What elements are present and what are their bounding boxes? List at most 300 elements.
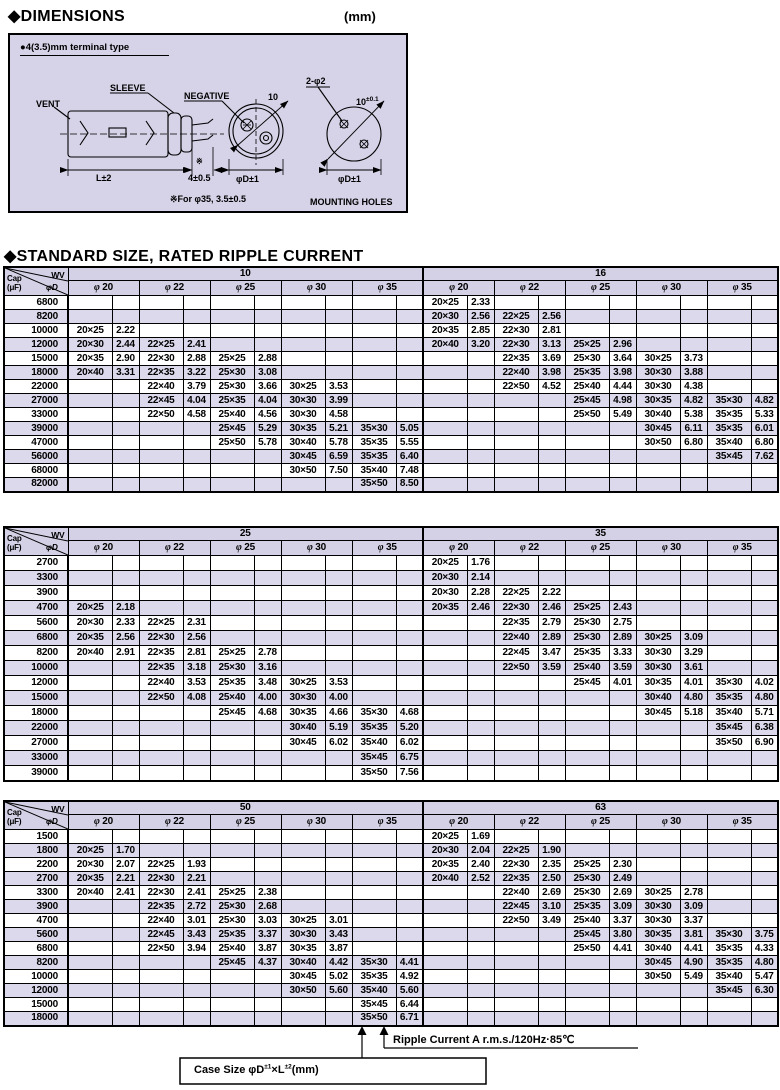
case-size-cell: [565, 422, 609, 436]
capacitance-cell: 27000: [4, 394, 68, 408]
diameter-header: φ 25: [565, 541, 636, 556]
case-size-cell: [68, 450, 112, 464]
ripple-current-cell: [396, 310, 423, 324]
table-row: [4, 436, 778, 450]
diameter-header: φ 22: [494, 281, 565, 296]
case-size-cell: [210, 338, 254, 352]
ripple-current-cell: [325, 830, 352, 844]
case-size-cell: 25×40: [210, 942, 254, 956]
ripple-current-cell: 4.58: [183, 408, 210, 422]
ripple-current-cell: [680, 616, 707, 631]
ripple-current-cell: [538, 556, 565, 571]
ripple-current-cell: [751, 616, 778, 631]
ripple-current-cell: [609, 586, 636, 601]
ripple-current-cell: [396, 872, 423, 886]
diameter-header: φ 22: [139, 815, 210, 830]
case-size-cell: [707, 751, 751, 766]
ripple-current-cell: 5.21: [325, 422, 352, 436]
case-size-cell: [281, 601, 325, 616]
case-size-cell: 30×50: [636, 970, 680, 984]
ripple-current-cell: [325, 872, 352, 886]
case-size-cell: [636, 844, 680, 858]
ripple-current-cell: 8.50: [396, 478, 423, 492]
case-size-cell: 35×50: [352, 766, 396, 781]
case-size-cell: [636, 858, 680, 872]
ripple-current-cell: [609, 706, 636, 721]
ripple-current-cell: 2.33: [112, 616, 139, 631]
case-size-cell: 35×40: [707, 970, 751, 984]
case-size-cell: [423, 464, 467, 478]
ripple-current-cell: [325, 296, 352, 310]
table-row: [4, 721, 778, 736]
ripple-current-cell: [467, 646, 494, 661]
ripple-current-cell: 6.90: [751, 736, 778, 751]
wv-corner-label: WV: [51, 804, 65, 814]
ripple-current-cell: [396, 408, 423, 422]
case-size-cell: 22×30: [494, 324, 538, 338]
case-size-cell: [494, 751, 538, 766]
case-size-cell: [636, 324, 680, 338]
ripple-current-cell: [538, 970, 565, 984]
case-size-cell: 35×40: [707, 436, 751, 450]
case-size-cell: [707, 872, 751, 886]
case-size-cell: [139, 296, 183, 310]
diameter-header: φ 30: [636, 815, 707, 830]
case-size-cell: 22×35: [494, 872, 538, 886]
case-size-cell: [139, 984, 183, 998]
table-row: [4, 751, 778, 766]
case-size-cell: 25×40: [565, 380, 609, 394]
ripple-current-cell: [325, 858, 352, 872]
case-size-cell: [281, 310, 325, 324]
capacitance-cell: 8200: [4, 956, 68, 970]
ripple-current-cell: [325, 338, 352, 352]
case-size-cell: [68, 766, 112, 781]
ripple-current-cell: [254, 751, 281, 766]
case-size-cell: 35×40: [352, 984, 396, 998]
case-size-cell: 22×25: [139, 338, 183, 352]
ripple-current-cell: [680, 556, 707, 571]
case-size-cell: 25×45: [210, 422, 254, 436]
case-size-cell: [281, 366, 325, 380]
case-size-cell: [494, 296, 538, 310]
case-size-cell: 22×30: [139, 631, 183, 646]
case-size-cell: 35×40: [352, 736, 396, 751]
ripple-current-cell: 2.07: [112, 858, 139, 872]
ripple-current-cell: [325, 352, 352, 366]
case-size-cell: [565, 970, 609, 984]
ripple-current-cell: [396, 352, 423, 366]
ripple-current-cell: 5.05: [396, 422, 423, 436]
case-size-cell: [352, 394, 396, 408]
case-size-cell: 30×50: [281, 984, 325, 998]
case-size-cell: [565, 830, 609, 844]
diameter-header: φ 35: [352, 281, 423, 296]
case-size-cell: [423, 970, 467, 984]
case-size-cell: [494, 422, 538, 436]
case-size-cell: 30×30: [281, 394, 325, 408]
voltage-header: 50: [68, 801, 423, 815]
ripple-current-cell: 6.01: [751, 422, 778, 436]
case-size-cell: [68, 586, 112, 601]
ripple-current-cell: [467, 408, 494, 422]
ripple-current-cell: [609, 984, 636, 998]
case-size-cell: [494, 394, 538, 408]
ripple-current-cell: 2.75: [609, 616, 636, 631]
case-size-cell: [423, 676, 467, 691]
case-size-cell: 30×25: [636, 886, 680, 900]
ripple-current-cell: [609, 691, 636, 706]
ripple-current-cell: [112, 661, 139, 676]
case-size-cell: [210, 601, 254, 616]
case-size-cell: [423, 721, 467, 736]
case-size-cell: [565, 310, 609, 324]
ripple-current-cell: 6.80: [680, 436, 707, 450]
ripple-current-cell: [538, 984, 565, 998]
capacitance-cell: 12000: [4, 338, 68, 352]
case-size-cell: [68, 1012, 112, 1026]
capacitance-cell: 2200: [4, 858, 68, 872]
case-size-cell: 30×45: [281, 736, 325, 751]
ripple-current-cell: [538, 450, 565, 464]
table-row: [4, 450, 778, 464]
ripple-current-cell: [538, 422, 565, 436]
ripple-current-cell: 2.41: [183, 338, 210, 352]
ripple-current-cell: [751, 571, 778, 586]
case-size-cell: 22×30: [139, 886, 183, 900]
dimensions-title: ◆DIMENSIONS: [8, 8, 125, 25]
ripple-current-cell: [325, 586, 352, 601]
dimensions-panel: [8, 33, 408, 213]
table-row: [4, 942, 778, 956]
case-size-cell: [68, 661, 112, 676]
ripple-current-cell: [467, 998, 494, 1012]
case-size-cell: 30×35: [281, 422, 325, 436]
case-size-cell: 20×30: [423, 571, 467, 586]
case-size-cell: 20×40: [68, 646, 112, 661]
case-size-cell: 22×50: [494, 380, 538, 394]
ripple-current-cell: [751, 886, 778, 900]
ripple-current-cell: [751, 586, 778, 601]
case-size-cell: [707, 601, 751, 616]
ripple-current-cell: 3.81: [680, 928, 707, 942]
holes-diameter-dimension: φD±1: [338, 174, 361, 184]
case-size-cell: [423, 691, 467, 706]
case-size-cell: [352, 601, 396, 616]
table-row: [4, 394, 778, 408]
ripple-current-cell: 2.52: [467, 872, 494, 886]
ripple-current-cell: [112, 310, 139, 324]
ripple-current-cell: [396, 928, 423, 942]
ripple-current-cell: [538, 956, 565, 970]
case-size-cell: [281, 352, 325, 366]
case-size-cell: [423, 766, 467, 781]
ripple-current-cell: 3.37: [680, 914, 707, 928]
ripple-current-cell: 3.59: [609, 661, 636, 676]
case-size-cell: 22×30: [494, 858, 538, 872]
ripple-current-cell: [254, 571, 281, 586]
case-size-cell: [423, 380, 467, 394]
ripple-current-cell: [325, 998, 352, 1012]
case-size-cell: [494, 436, 538, 450]
ripple-current-cell: [396, 324, 423, 338]
ripple-current-cell: [396, 394, 423, 408]
ripple-current-cell: 3.94: [183, 942, 210, 956]
case-size-cell: 22×40: [139, 380, 183, 394]
ripple-current-cell: [609, 721, 636, 736]
ripple-current-cell: [538, 436, 565, 450]
ripple-current-cell: [183, 956, 210, 970]
case-size-cell: [423, 984, 467, 998]
ripple-current-cell: 2.22: [538, 586, 565, 601]
case-size-cell: [352, 646, 396, 661]
ripple-current-cell: [183, 736, 210, 751]
ripple-current-cell: [112, 556, 139, 571]
case-size-cell: [210, 450, 254, 464]
ripple-current-cell: [183, 601, 210, 616]
ripple-current-cell: [254, 984, 281, 998]
case-size-cell: [494, 408, 538, 422]
case-size-cell: [139, 970, 183, 984]
ripple-current-cell: [112, 830, 139, 844]
ripple-current-cell: [254, 296, 281, 310]
case-size-cell: 30×40: [281, 956, 325, 970]
case-size-cell: 35×30: [707, 676, 751, 691]
ripple-current-table: [3, 266, 779, 493]
case-size-cell: [707, 556, 751, 571]
case-size-cell: 22×35: [494, 616, 538, 631]
case-size-cell: 22×35: [139, 366, 183, 380]
diameter-header: φ 25: [210, 815, 281, 830]
ripple-current-cell: 2.68: [254, 900, 281, 914]
case-size-cell: 22×50: [139, 691, 183, 706]
diameter-header: φ 25: [565, 815, 636, 830]
ripple-current-cell: 5.18: [680, 706, 707, 721]
ripple-current-cell: [467, 721, 494, 736]
ripple-current-cell: 2.38: [254, 886, 281, 900]
case-size-cell: [707, 646, 751, 661]
ripple-current-cell: [680, 478, 707, 492]
table-row: [4, 310, 778, 324]
ripple-current-cell: 5.38: [680, 408, 707, 422]
diameter-header: φ 30: [636, 281, 707, 296]
case-size-cell: [281, 900, 325, 914]
ripple-current-cell: 2.56: [538, 310, 565, 324]
case-size-cell: 22×45: [494, 900, 538, 914]
ripple-current-cell: [183, 310, 210, 324]
ripple-current-cell: 7.48: [396, 464, 423, 478]
case-size-cell: [68, 914, 112, 928]
case-size-cell: [210, 631, 254, 646]
case-size-cell: [423, 900, 467, 914]
case-size-cell: [139, 450, 183, 464]
wv-corner-label: WV: [51, 270, 65, 280]
case-size-cell: [352, 631, 396, 646]
case-size-cell: [210, 721, 254, 736]
table-row: [4, 676, 778, 691]
case-size-cell: [423, 408, 467, 422]
ripple-current-cell: 3.01: [325, 914, 352, 928]
case-size-cell: 25×35: [565, 900, 609, 914]
standard-size-title: ◆STANDARD SIZE, RATED RIPPLE CURRENT: [4, 248, 364, 265]
case-size-cell: [565, 556, 609, 571]
case-size-cell: [494, 691, 538, 706]
ripple-current-cell: 4.82: [680, 394, 707, 408]
ripple-current-cell: [751, 478, 778, 492]
ripple-current-cell: [183, 450, 210, 464]
case-size-cell: 30×35: [281, 706, 325, 721]
case-size-cell: 30×25: [636, 631, 680, 646]
ripple-current-cell: [609, 956, 636, 970]
capacitance-cell: 6800: [4, 942, 68, 956]
case-size-cell: [139, 556, 183, 571]
ripple-current-cell: 3.31: [112, 366, 139, 380]
case-size-cell: 25×45: [565, 394, 609, 408]
case-size-cell: 25×35: [210, 928, 254, 942]
ripple-current-cell: [751, 352, 778, 366]
ripple-current-cell: [609, 464, 636, 478]
ripple-current-cell: [112, 296, 139, 310]
ripple-current-cell: [467, 914, 494, 928]
case-size-cell: 22×35: [139, 646, 183, 661]
case-size-cell: 25×45: [565, 928, 609, 942]
ripple-current-cell: [254, 338, 281, 352]
case-size-cell: [494, 464, 538, 478]
ripple-current-cell: [112, 450, 139, 464]
case-size-cell: [68, 998, 112, 1012]
ripple-current-cell: 3.48: [254, 676, 281, 691]
case-size-cell: [707, 858, 751, 872]
case-size-cell: [352, 886, 396, 900]
case-size-cell: 30×30: [636, 914, 680, 928]
ripple-current-cell: [112, 676, 139, 691]
ripple-current-cell: [396, 844, 423, 858]
table-row: [4, 1012, 778, 1026]
ripple-current-cell: [467, 436, 494, 450]
ripple-current-cell: [609, 736, 636, 751]
ripple-current-cell: [112, 900, 139, 914]
ripple-current-cell: [396, 830, 423, 844]
ripple-current-cell: [467, 464, 494, 478]
ripple-current-cell: [538, 706, 565, 721]
case-size-cell: [707, 914, 751, 928]
ripple-current-cell: [183, 998, 210, 1012]
case-size-cell: [352, 830, 396, 844]
ripple-current-cell: [396, 586, 423, 601]
case-size-cell: [352, 872, 396, 886]
case-size-cell: [68, 900, 112, 914]
ripple-current-cell: [396, 914, 423, 928]
case-size-cell: [494, 721, 538, 736]
case-size-cell: [707, 661, 751, 676]
ripple-current-cell: [751, 310, 778, 324]
case-size-cell: 22×40: [139, 914, 183, 928]
case-size-cell: [636, 310, 680, 324]
case-size-cell: [68, 956, 112, 970]
case-size-cell: [281, 646, 325, 661]
case-size-cell: 30×25: [281, 676, 325, 691]
ripple-current-cell: [538, 766, 565, 781]
ripple-current-cell: [183, 984, 210, 998]
case-size-cell: 35×40: [707, 706, 751, 721]
legend-callouts: [170, 1026, 660, 1088]
case-size-cell: 25×45: [210, 956, 254, 970]
ripple-current-cell: 5.60: [396, 984, 423, 998]
case-size-cell: 25×50: [565, 942, 609, 956]
case-size-cell: [423, 616, 467, 631]
case-size-cell: 35×35: [707, 942, 751, 956]
case-size-cell: [210, 1012, 254, 1026]
ripple-current-cell: 4.82: [751, 394, 778, 408]
ripple-current-cell: [751, 631, 778, 646]
case-size-cell: 20×30: [68, 338, 112, 352]
case-size-cell: [494, 676, 538, 691]
case-size-cell: 25×45: [210, 706, 254, 721]
holes-count-label: 2-φ2: [306, 76, 326, 86]
ripple-current-cell: [112, 751, 139, 766]
ripple-current-cell: [396, 858, 423, 872]
ripple-current-cell: 4.58: [325, 408, 352, 422]
capacitance-cell: 18000: [4, 366, 68, 380]
ripple-current-cell: [467, 661, 494, 676]
case-size-cell: [423, 914, 467, 928]
ripple-current-cell: 6.75: [396, 751, 423, 766]
ripple-current-cell: 4.37: [254, 956, 281, 970]
ripple-current-cell: [183, 436, 210, 450]
case-size-cell: [352, 858, 396, 872]
case-size-cell: 25×30: [210, 366, 254, 380]
ripple-current-cell: [467, 736, 494, 751]
ripple-current-cell: 3.43: [183, 928, 210, 942]
ripple-current-cell: 3.37: [254, 928, 281, 942]
ripple-current-cell: 5.02: [325, 970, 352, 984]
ripple-current-cell: 2.85: [467, 324, 494, 338]
ripple-current-cell: 2.40: [467, 858, 494, 872]
capacitance-cell: 82000: [4, 478, 68, 492]
ripple-current-cell: [325, 310, 352, 324]
table-row: [4, 352, 778, 366]
ripple-current-cell: [680, 324, 707, 338]
ripple-current-cell: [396, 886, 423, 900]
case-size-cell: [636, 984, 680, 998]
case-size-cell: [636, 872, 680, 886]
table-row: [4, 366, 778, 380]
case-size-cell: [68, 706, 112, 721]
ripple-current-cell: [254, 631, 281, 646]
case-size-cell: [565, 436, 609, 450]
ripple-current-cell: 4.41: [609, 942, 636, 956]
cap-corner-label: Cap (μF): [7, 534, 22, 552]
case-size-cell: [281, 338, 325, 352]
capacitance-cell: 15000: [4, 691, 68, 706]
case-size-note: Case Size $\varphi D^{\pm 1}\times L^{\pm 2}(mm)$: [194, 1063, 319, 1076]
case-size-cell: 30×45: [636, 956, 680, 970]
diameter-header: φ 35: [707, 815, 778, 830]
case-size-cell: [139, 706, 183, 721]
case-size-cell: [565, 586, 609, 601]
diameter-header: φ 20: [68, 815, 139, 830]
ripple-current-cell: [467, 942, 494, 956]
case-size-cell: 30×40: [281, 721, 325, 736]
phi-d-corner-label: φD: [46, 282, 58, 292]
case-size-cell: [707, 352, 751, 366]
case-size-cell: [139, 844, 183, 858]
case-size-cell: 35×35: [352, 450, 396, 464]
ripple-current-cell: [183, 721, 210, 736]
ripple-current-cell: 4.02: [751, 676, 778, 691]
ripple-current-cell: 6.02: [325, 736, 352, 751]
ripple-current-cell: [112, 721, 139, 736]
